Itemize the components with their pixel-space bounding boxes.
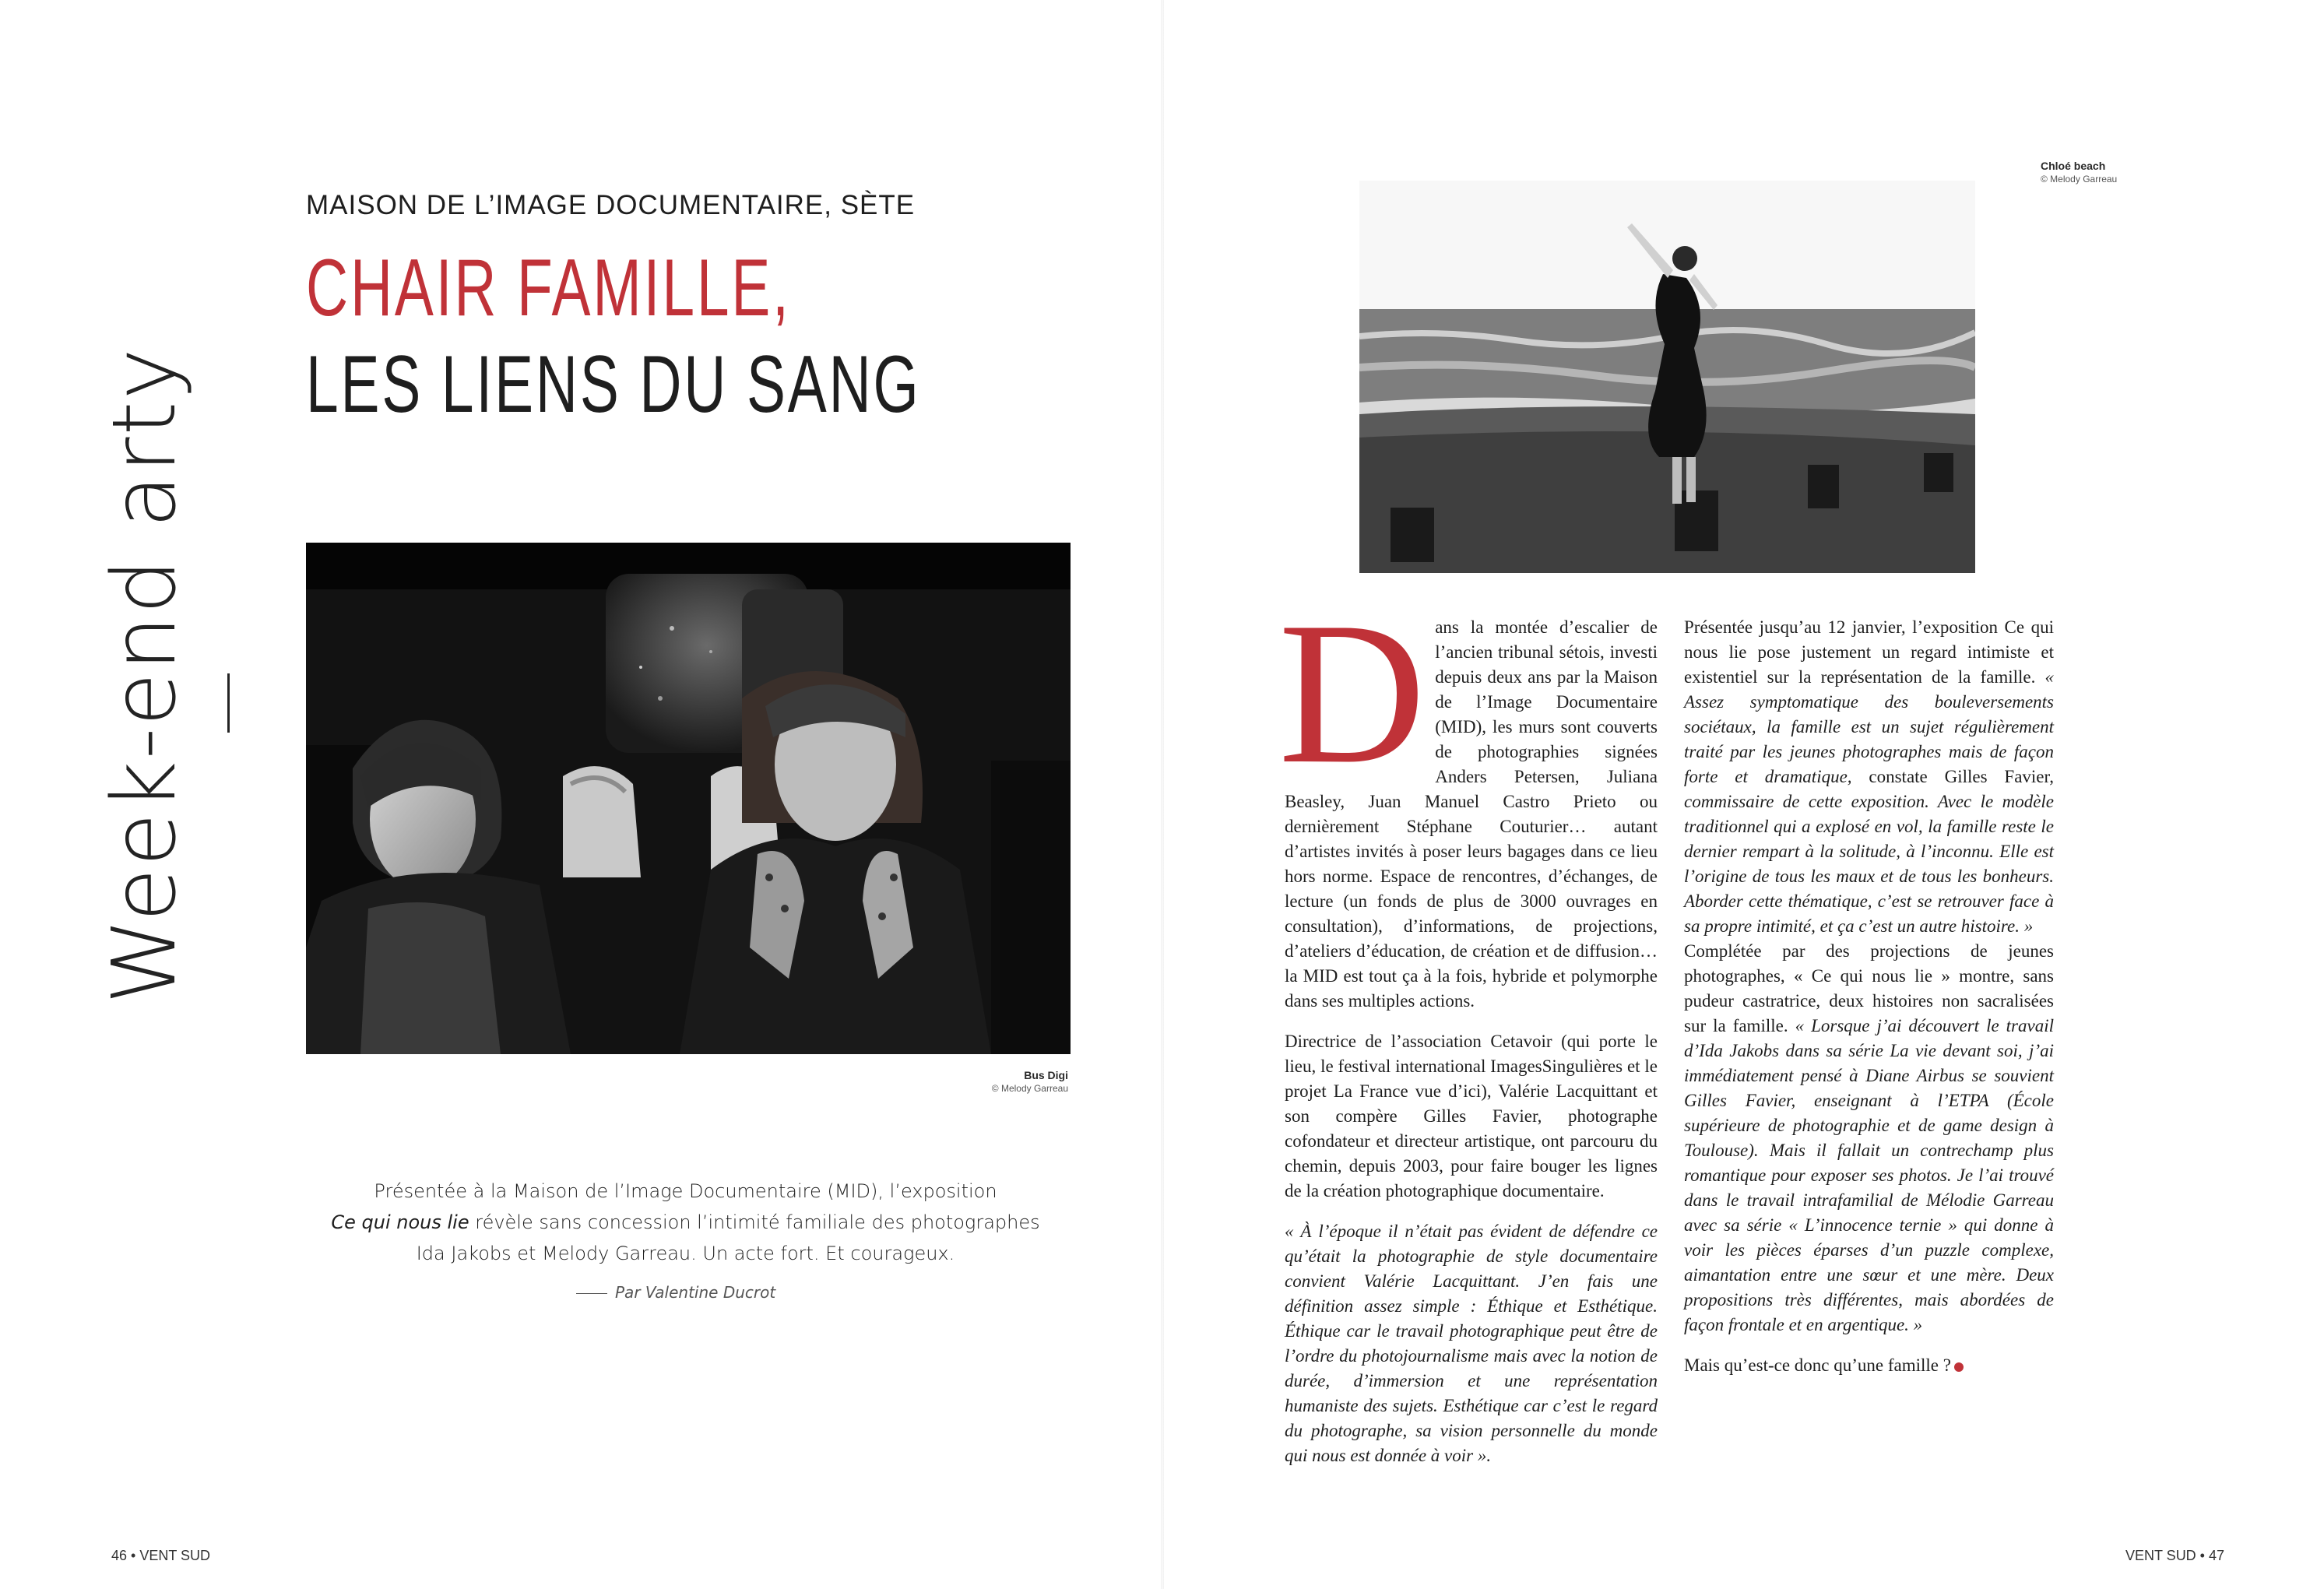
paragraph-6-text: Mais qu’est-ce donc qu’une famille ? (1684, 1355, 1951, 1375)
lede-line-2 (306, 1207, 1065, 1238)
article-column-1 (1278, 580, 1658, 1468)
photo-beach-caption (2041, 160, 2117, 185)
headline-line-1: CHAIR FAMILLE, (306, 243, 791, 333)
photo-bus-digi (306, 543, 1071, 1054)
paragraph-4-quote-1: « Assez symptomatique des bouleversements sociétaux, la famille est un sujet régulièrement traité par les jeunes photographes mais de façon forte et dramatique, (1684, 667, 2054, 786)
paragraph-5 (1684, 939, 2054, 1338)
paragraph-4-text-a: Présentée jusqu’au 12 janvier, l’exposition Ce qui nous lie pose justement un regard intimiste et existentiel sur la représentation de la famille. (1684, 617, 2054, 687)
byline-author: Par Valentine Ducrot (615, 1283, 776, 1302)
section-vertical-title: Week-end arty (94, 346, 195, 1004)
paragraph-4 (1684, 615, 2054, 939)
byline-dash (576, 1293, 607, 1294)
byline (576, 1283, 775, 1302)
photo-bus-caption (992, 1069, 1068, 1094)
photo-beach-credit: © Melody Garreau (2041, 174, 2118, 185)
lede-line-1: Présentée à la Maison de l’Image Documentaire (MID), l’exposition (374, 1180, 997, 1202)
article-kicker: MAISON DE L’IMAGE DOCUMENTAIRE, SÈTE (306, 190, 916, 220)
headline-line-2: LES LIENS DU SANG (306, 339, 921, 430)
paragraph-1 (1278, 580, 1658, 1014)
article-column-2 (1684, 615, 2054, 1378)
page-gutter (1161, 0, 1164, 1589)
paragraph-5-text: Complétée par des projections de jeunes photographes, « Ce qui nous lie » montre, sans pudeur castratrice, deux histoires non sacralisées sur la famille. (1684, 941, 2054, 1035)
paragraph-5-quote: « Lorsque j’ai découvert le travail d’Ida Jakobs dans sa série La vie devant soi, j’ai immédiatement pensé à Diane Airbus se souvient Gilles Favier, enseignant à l’ETPA (École supérieure de photographie et de game design à Toulouse). Mais il fallait un contrechamp plus romantique pour exposer ses photos. Je l’ai trouvé dans le travail intrafamilial de Mélodie Garreau avec sa série « L’innocence ternie » qui donne à voir les pièces éparses d’un puzzle complexe, aimantation entre une sœur et une mère. Deux propositions très différentes, mais abordées de façon frontale et en argentique. » (1684, 1016, 2054, 1334)
paragraph-2: Directrice de l’association Cetavoir (qui porte le lieu, le festival international ImagesSingulières et le projet La France vue d’ici), Valérie Lacquittant et son compère Gilles Favier, photographe cofondateur et directeur artistique, ont parcouru du chemin, depuis 2003, pour faire bouger les lignes de la création photographique documentaire. (1285, 1032, 1658, 1201)
paragraph-3-quote: « À l’époque il n’était pas évident de défendre ce qu’était la photographie de style documentaire convient Valérie Lacquittant. J’en fais une définition assez simple : Éthique et Esthétique. Éthique car le travail photographique peut être de l’ordre du photojournalisme mais avec la notion de durée, d’immersion et une représentation humaniste des sujets. Esthétique car c’est le regard du photographe, sa vision personnelle du monde qui nous est donnée à voir ». (1285, 1222, 1658, 1465)
lede-line-2-rest: révèle sans concession l’intimité familiale des photographes (469, 1211, 1040, 1233)
dropcap: D (1278, 580, 1426, 806)
paragraph-1-text: ans la montée d’escalier de l’ancien tribunal sétois, investi depuis deux ans par la Maison de l’Image Documentaire (MID), les murs sont couverts de photographies signées Anders Petersen, Juliana Beasley, Juan Manuel Castro Prieto ou dernièrement Stéphane Couturier… autant d’artistes invités à poser leurs bagages dans ce lieu hors norme. Espace de rencontres, d’échanges, de lecture (un fonds de plus de 3000 ouvrages en consultation), d’informations, de projections, d’ateliers d’éducation, de création et de diffusion… la MID est tout ça à la fois, hybride et polymorphe dans ses multiples actions. (1285, 617, 1658, 1011)
photo-bus-credit: © Melody Garreau (991, 1083, 1068, 1094)
end-mark-dot (1954, 1362, 1964, 1372)
article-lede (306, 1176, 1065, 1269)
photo-bus-title: Bus Digi (1024, 1069, 1068, 1081)
paragraph-6 (1684, 1353, 2054, 1378)
lede-line-3: Ida Jakobs et Melody Garreau. Un acte fort. Et courageux. (416, 1243, 955, 1264)
photo-chloe-beach (1359, 181, 1975, 573)
section-rule (227, 673, 230, 733)
lede-exhibition-title: Ce qui nous lie (331, 1211, 469, 1233)
paragraph-4-text-b: constate Gilles Favier, (1851, 767, 2054, 786)
paragraph-4-quote-2: commissaire de cette exposition. Avec le modèle traditionnel qui a explosé en vol, la famille reste le dernier rempart à la solitude, à l’inconnu. Elle est l’origine de tous les maux et de tous les bonheurs. Aborder cette thématique, c’est se retrouver face à sa propre intimité, et ça c’est un autre histoire. » (1684, 792, 2054, 936)
photo-beach-title: Chloé beach (2041, 160, 2106, 172)
folio-left: 46 • VENT SUD (111, 1548, 211, 1563)
folio-right: VENT SUD • 47 (2125, 1548, 2225, 1563)
